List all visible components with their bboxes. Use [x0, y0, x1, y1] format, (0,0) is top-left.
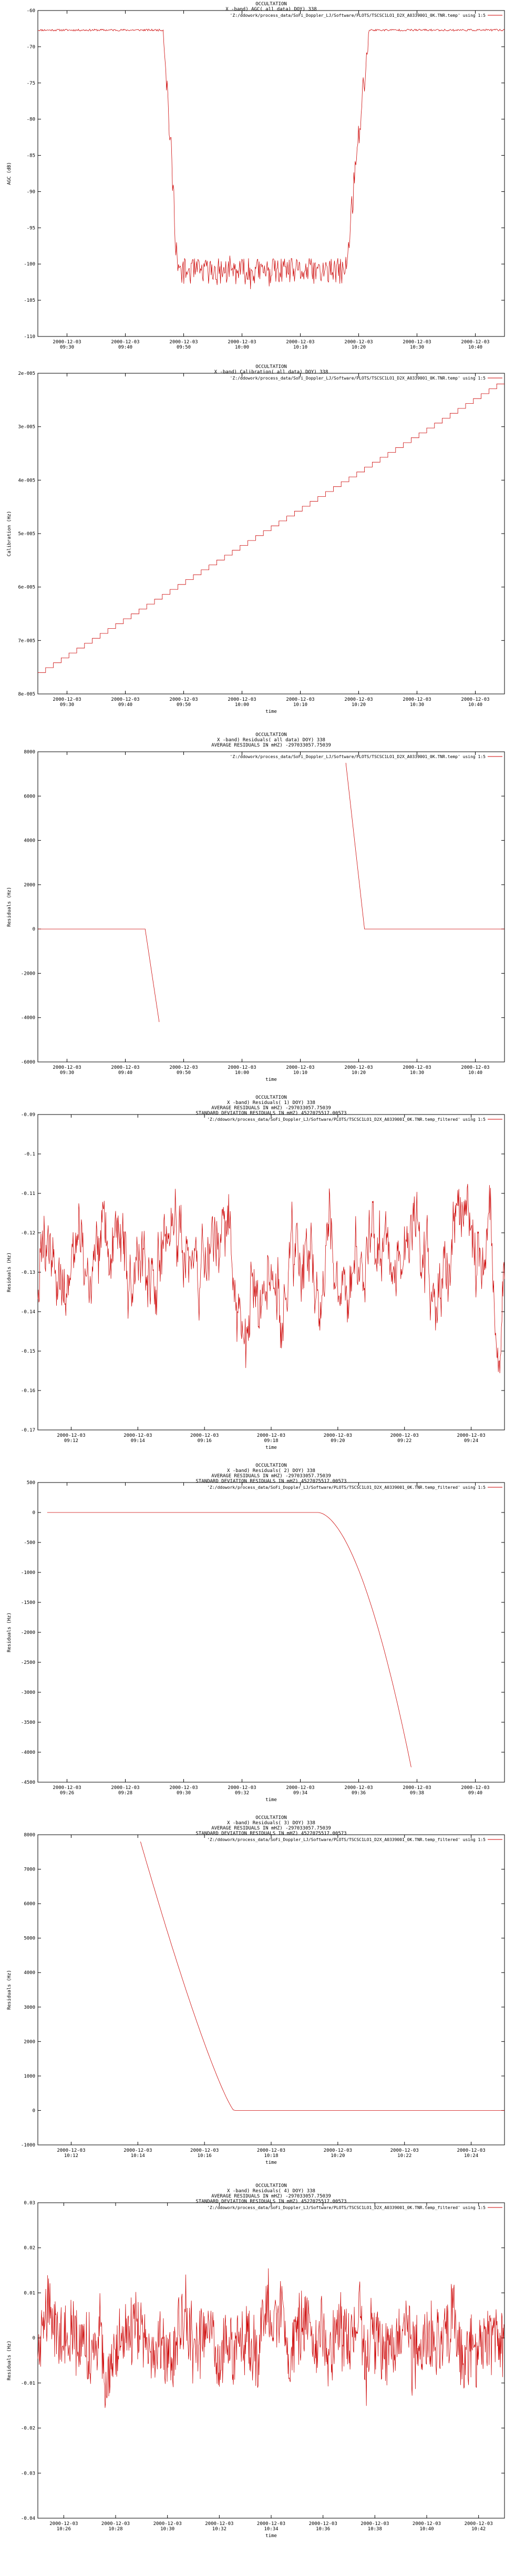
y-axis-label: Calibration (Hz): [7, 510, 12, 557]
x-axis-label: time: [265, 709, 277, 714]
x-tick-label: 2000-12-03: [169, 1065, 198, 1070]
x-tick-label: 10:40: [419, 2527, 434, 2532]
legend-label: 'Z:/ddowork/process_data/SoFi_Doppler_LJ/Software/PLOTS/TSCSC1LO1_D2X_A0339001_0K.TNR.temp_filtered' using 1:5: [207, 1117, 486, 1122]
chart-subtitle: X -band) Residuals( 4) DOY) 338: [227, 2189, 315, 2194]
x-tick-label: 10:14: [130, 2153, 145, 2159]
x-tick-label: 10:20: [351, 1070, 366, 1076]
x-tick-label: 10:20: [351, 345, 366, 350]
x-tick-label: 09:50: [176, 702, 191, 708]
x-tick-label: 09:12: [64, 1438, 78, 1444]
y-tick-label: 5e-005: [18, 531, 35, 537]
y-tick-label: -0.03: [20, 2471, 35, 2477]
x-tick-label: 10:30: [409, 702, 425, 708]
x-tick-label: 09:26: [59, 1791, 75, 1796]
y-tick-label: 2e-005: [18, 371, 35, 376]
x-tick-label: 09:36: [351, 1791, 366, 1796]
x-tick-label: 09:34: [293, 1791, 308, 1796]
chart-subtitle: STANDARD DEVIATION RESIDUALS IN mHZ) 4527075517.00573: [195, 1831, 347, 1836]
x-tick-label: 2000-12-03: [323, 1433, 352, 1438]
y-tick-label: -0.16: [20, 1388, 35, 1394]
x-tick-label: 2000-12-03: [403, 697, 431, 702]
x-tick-label: 10:40: [468, 702, 483, 708]
x-tick-label: 10:20: [351, 702, 366, 708]
y-tick-label: -4000: [20, 1750, 35, 1755]
chart-subtitle: STANDARD DEVIATION RESIDUALS IN mHZ) 4527075517.00573: [195, 2199, 347, 2204]
x-tick-label: 2000-12-03: [403, 1065, 431, 1070]
legend-label: 'Z:/ddowork/process_data/SoFi_Doppler_LJ/Software/PLOTS/TSCSC1LO1_D2X_A0339001_0K.TNR.temp' using 1:5: [230, 754, 486, 759]
x-tick-label: 2000-12-03: [169, 697, 198, 702]
x-axis-label: time: [265, 2160, 277, 2165]
y-axis-label: AGC (dB): [7, 162, 12, 185]
y-tick-label: -105: [24, 298, 35, 304]
plot-frame: [38, 1483, 504, 1782]
x-tick-label: 2000-12-03: [53, 340, 81, 345]
x-tick-label: 2000-12-03: [228, 1065, 256, 1070]
y-tick-label: 0.03: [24, 2201, 35, 2206]
x-tick-label: 2000-12-03: [53, 1065, 81, 1070]
x-tick-label: 2000-12-03: [457, 1433, 486, 1438]
y-axis-label: Residuals (Hz): [7, 887, 12, 927]
y-tick-label: 2000: [24, 882, 35, 888]
legend-label: 'Z:/ddowork/process_data/SoFi_Doppler_LJ/Software/PLOTS/TSCSC1LO1_D2X_A0339001_0K.TNR.temp_filtered' using 1:5: [207, 1837, 486, 1842]
x-tick-label: 09:32: [234, 1791, 250, 1796]
y-tick-label: 500: [26, 1480, 35, 1486]
y-tick-label: -0.15: [20, 1349, 35, 1354]
x-tick-label: 2000-12-03: [360, 2521, 389, 2527]
plot-frame: [38, 11, 504, 336]
y-tick-label: 0: [32, 2108, 35, 2114]
x-axis-label: time: [265, 1797, 277, 1803]
y-tick-label: 4000: [24, 1970, 35, 1976]
x-tick-label: 2000-12-03: [111, 1065, 140, 1070]
y-tick-label: -75: [26, 80, 35, 86]
x-tick-label: 2000-12-03: [344, 697, 373, 702]
y-axis-label: Residuals (Hz): [7, 1252, 12, 1292]
y-tick-label: 5000: [24, 1936, 35, 1941]
y-tick-label: 0: [32, 2336, 35, 2342]
y-tick-label: -100: [24, 262, 35, 268]
chart-7: [7, 2183, 504, 2539]
y-tick-label: -0.12: [20, 1231, 35, 1236]
y-tick-label: -6000: [20, 1060, 35, 1065]
x-tick-label: 2000-12-03: [461, 1785, 490, 1791]
y-tick-label: -2000: [20, 1630, 35, 1635]
x-tick-label: 09:16: [197, 1438, 212, 1444]
y-axis-label: Residuals (Hz): [7, 1970, 12, 2010]
x-tick-label: 2000-12-03: [49, 2521, 78, 2527]
y-tick-label: -500: [24, 1540, 35, 1546]
x-tick-label: 10:10: [293, 345, 308, 350]
x-tick-label: 2000-12-03: [111, 340, 140, 345]
x-tick-label: 10:38: [367, 2527, 382, 2532]
x-tick-label: 10:42: [471, 2527, 486, 2532]
y-tick-label: -0.04: [20, 2516, 35, 2521]
chart-title: OCCULTATION: [255, 2, 287, 7]
chart-title: OCCULTATION: [255, 364, 287, 370]
y-tick-label: 7000: [24, 1867, 35, 1873]
x-tick-label: 2000-12-03: [461, 340, 490, 345]
y-axis-label: Residuals (Hz): [7, 1612, 12, 1652]
chart-1: [7, 2, 504, 350]
y-tick-label: -85: [26, 153, 35, 159]
x-tick-label: 09:30: [59, 1070, 75, 1076]
x-tick-label: 2000-12-03: [111, 1785, 140, 1791]
y-tick-label: -3000: [20, 1690, 35, 1695]
x-tick-label: 2000-12-03: [53, 697, 81, 702]
chart-subtitle: AVERAGE RESIDUALS IN mHZ) -297033057.75039: [211, 2194, 331, 2199]
y-tick-label: -90: [26, 189, 35, 195]
plot-frame: [38, 1835, 504, 2145]
chart-6: [7, 1815, 504, 2165]
x-tick-label: 2000-12-03: [101, 2521, 130, 2527]
y-tick-label: -2000: [20, 971, 35, 977]
legend-label: 'Z:/ddowork/process_data/SoFi_Doppler_LJ/Software/PLOTS/TSCSC1LO1_D2X_A0339001_0K.TNR.temp' using 1:5: [230, 13, 486, 18]
series-line: [38, 1184, 504, 1373]
chart-title: OCCULTATION: [255, 1095, 287, 1100]
x-tick-label: 10:22: [397, 2153, 412, 2159]
series-line: [38, 29, 504, 289]
chart-5: [7, 1463, 504, 1803]
y-tick-label: -0.1: [24, 1152, 35, 1157]
x-tick-label: 2000-12-03: [461, 697, 490, 702]
x-tick-label: 10:40: [468, 345, 483, 350]
series-line: [38, 2268, 504, 2408]
chart-subtitle: X -band) Residuals( 1) DOY) 338: [227, 1100, 315, 1106]
x-tick-label: 2000-12-03: [169, 1785, 198, 1791]
y-tick-label: -3500: [20, 1720, 35, 1725]
y-tick-label: 3e-005: [18, 424, 35, 430]
x-tick-label: 10:16: [197, 2153, 212, 2159]
y-tick-label: -0.14: [20, 1310, 35, 1315]
x-tick-label: 2000-12-03: [228, 1785, 256, 1791]
x-tick-label: 2000-12-03: [390, 2148, 419, 2153]
y-tick-label: -60: [26, 8, 35, 14]
y-tick-label: -1000: [20, 2143, 35, 2148]
x-tick-label: 2000-12-03: [190, 2148, 219, 2153]
chart-subtitle: X -band) Calibration( all data) DOY) 338: [214, 370, 328, 375]
legend-label: 'Z:/ddowork/process_data/SoFi_Doppler_LJ/Software/PLOTS/TSCSC1LO1_D2X_A0339001_0K.TNR.temp_filtered' using 1:5: [207, 2205, 486, 2210]
y-tick-label: -0.02: [20, 2426, 35, 2431]
x-tick-label: 10:30: [409, 1070, 425, 1076]
legend-label: 'Z:/ddowork/process_data/SoFi_Doppler_LJ/Software/PLOTS/TSCSC1LO1_D2X_A0339001_0K.TNR.temp' using 1:5: [230, 376, 486, 381]
x-tick-label: 09:50: [176, 345, 191, 350]
x-tick-label: 2000-12-03: [464, 2521, 493, 2527]
x-tick-label: 10:30: [409, 345, 425, 350]
x-tick-label: 2000-12-03: [53, 1785, 81, 1791]
x-tick-label: 09:22: [397, 1438, 412, 1444]
x-tick-label: 09:18: [264, 1438, 279, 1444]
x-tick-label: 2000-12-03: [123, 1433, 152, 1438]
x-tick-label: 2000-12-03: [57, 1433, 86, 1438]
y-tick-label: -4500: [20, 1780, 35, 1785]
y-tick-label: 4000: [24, 838, 35, 844]
chart-subtitle: STANDARD DEVIATION RESIDUALS IN mHZ) 4527075517.00573: [195, 1479, 347, 1484]
x-tick-label: 2000-12-03: [256, 2521, 286, 2527]
legend-label: 'Z:/ddowork/process_data/SoFi_Doppler_LJ/Software/PLOTS/TSCSC1LO1_D2X_A0339001_0K.TNR.temp_filtered' using 1:5: [207, 1485, 486, 1490]
x-tick-label: 2000-12-03: [123, 2148, 152, 2153]
y-tick-label: -1000: [20, 1570, 35, 1576]
x-tick-label: 10:00: [234, 702, 250, 708]
y-axis-label: Residuals (Hz): [7, 2340, 12, 2380]
x-tick-label: 10:36: [316, 2527, 331, 2532]
y-tick-label: -110: [24, 334, 35, 340]
x-tick-label: 10:34: [264, 2527, 279, 2532]
y-tick-label: -0.13: [20, 1270, 35, 1275]
series-line: [346, 763, 504, 929]
x-tick-label: 2000-12-03: [457, 2148, 486, 2153]
x-tick-label: 09:40: [118, 702, 133, 708]
x-tick-label: 10:00: [234, 1070, 250, 1076]
chart-subtitle: AVERAGE RESIDUALS IN mHZ) -297033057.75039: [211, 1826, 331, 1831]
y-tick-label: 6000: [24, 794, 35, 800]
x-tick-label: 2000-12-03: [344, 340, 373, 345]
y-tick-label: 6e-005: [18, 585, 35, 590]
x-tick-label: 10:18: [264, 2153, 279, 2159]
y-tick-label: 2000: [24, 2039, 35, 2045]
chart-subtitle: X -band) Residuals( all data) DOY) 338: [217, 738, 325, 743]
y-tick-label: 8000: [24, 1833, 35, 1838]
y-tick-label: -0.09: [20, 1112, 35, 1118]
x-tick-label: 2000-12-03: [344, 1065, 373, 1070]
x-tick-label: 09:30: [59, 345, 75, 350]
x-tick-label: 10:00: [234, 345, 250, 350]
y-tick-label: -70: [26, 44, 35, 50]
chart-3: [7, 732, 504, 1082]
x-tick-label: 09:24: [464, 1438, 479, 1444]
chart-title: OCCULTATION: [255, 732, 287, 738]
plot-frame: [38, 752, 504, 1062]
chart-subtitle: AVERAGE RESIDUALS IN mHZ) -297033057.75039: [211, 1106, 331, 1111]
x-tick-label: 2000-12-03: [286, 340, 315, 345]
y-tick-label: 7e-005: [18, 638, 35, 644]
x-tick-label: 10:24: [464, 2153, 479, 2159]
y-tick-label: 3000: [24, 2005, 35, 2010]
x-tick-label: 10:28: [108, 2527, 123, 2532]
x-axis-label: time: [265, 1077, 277, 1082]
x-tick-label: 09:28: [118, 1791, 133, 1796]
x-tick-label: 2000-12-03: [153, 2521, 182, 2527]
chart-title: OCCULTATION: [255, 1815, 287, 1821]
y-tick-label: -0.01: [20, 2380, 35, 2386]
x-tick-label: 2000-12-03: [403, 340, 431, 345]
chart-2: [7, 364, 504, 714]
x-tick-label: 09:40: [468, 1791, 483, 1796]
x-tick-label: 2000-12-03: [256, 1433, 286, 1438]
chart-subtitle: X -band) AGC( all data) DOY) 338: [225, 7, 317, 12]
y-tick-label: 6000: [24, 1902, 35, 1907]
y-tick-label: 0.02: [24, 2245, 35, 2251]
x-tick-label: 10:30: [160, 2527, 175, 2532]
chart-title: OCCULTATION: [255, 2183, 287, 2189]
x-tick-label: 09:40: [118, 345, 133, 350]
y-tick-label: -80: [26, 117, 35, 122]
x-tick-label: 2000-12-03: [323, 2148, 352, 2153]
x-tick-label: 09:30: [176, 1791, 191, 1796]
x-tick-label: 2000-12-03: [286, 1785, 315, 1791]
x-axis-label: time: [265, 1445, 277, 1450]
series-line: [47, 1512, 411, 1767]
chart-subtitle: AVERAGE RESIDUALS IN mHZ) -297033057.75039: [211, 1474, 331, 1479]
x-tick-label: 09:30: [59, 702, 75, 708]
x-tick-label: 2000-12-03: [286, 697, 315, 702]
y-tick-label: 4e-005: [18, 478, 35, 484]
x-tick-label: 09:40: [118, 1070, 133, 1076]
x-tick-label: 2000-12-03: [169, 340, 198, 345]
x-tick-label: 2000-12-03: [57, 2148, 86, 2153]
x-tick-label: 2000-12-03: [390, 1433, 419, 1438]
x-tick-label: 09:14: [130, 1438, 145, 1444]
chart-4: [7, 1095, 504, 1450]
y-tick-label: -0.11: [20, 1191, 35, 1197]
x-tick-label: 10:32: [212, 2527, 226, 2532]
series-line: [38, 384, 504, 672]
y-tick-label: -0.17: [20, 1428, 35, 1433]
chart-subtitle: X -band) Residuals( 2) DOY) 338: [227, 1468, 315, 1474]
y-tick-label: -4000: [20, 1015, 35, 1021]
x-tick-label: 2000-12-03: [403, 1785, 431, 1791]
x-tick-label: 2000-12-03: [344, 1785, 373, 1791]
y-tick-label: 8e-005: [18, 692, 35, 697]
chart-subtitle: STANDARD DEVIATION RESIDUALS IN mHZ) 4527075517.00573: [195, 1111, 347, 1116]
y-tick-label: 0: [32, 1510, 35, 1516]
x-tick-label: 09:50: [176, 1070, 191, 1076]
x-tick-label: 10:40: [468, 1070, 483, 1076]
x-tick-label: 2000-12-03: [286, 1065, 315, 1070]
x-tick-label: 2000-12-03: [461, 1065, 490, 1070]
y-tick-label: 8000: [24, 750, 35, 755]
x-tick-label: 09:20: [331, 1438, 345, 1444]
x-tick-label: 2000-12-03: [308, 2521, 337, 2527]
x-tick-label: 2000-12-03: [228, 340, 256, 345]
x-tick-label: 2000-12-03: [111, 697, 140, 702]
series-line: [140, 1842, 504, 2110]
series-line: [38, 929, 159, 1022]
x-tick-label: 2000-12-03: [190, 1433, 219, 1438]
x-axis-label: time: [265, 2533, 277, 2539]
y-tick-label: -95: [26, 226, 35, 231]
y-tick-label: -2500: [20, 1660, 35, 1665]
y-tick-label: 0.01: [24, 2291, 35, 2296]
y-tick-label: 0: [32, 927, 35, 933]
x-tick-label: 09:38: [409, 1791, 425, 1796]
x-tick-label: 2000-12-03: [256, 2148, 286, 2153]
x-tick-label: 10:26: [56, 2527, 71, 2532]
chart-title: OCCULTATION: [255, 1463, 287, 1468]
x-tick-label: 10:12: [64, 2153, 78, 2159]
plot-frame: [38, 373, 504, 694]
x-tick-label: 10:10: [293, 1070, 308, 1076]
x-tick-label: 10:10: [293, 702, 308, 708]
chart-subtitle: AVERAGE RESIDUALS IN mHZ) -297033057.75039: [211, 743, 331, 748]
x-tick-label: 2000-12-03: [412, 2521, 441, 2527]
chart-subtitle: X -band) Residuals( 3) DOY) 338: [227, 1821, 315, 1826]
x-tick-label: 10:20: [331, 2153, 345, 2159]
x-tick-label: 2000-12-03: [228, 697, 256, 702]
y-tick-label: -1500: [20, 1600, 35, 1606]
x-tick-label: 2000-12-03: [205, 2521, 234, 2527]
y-tick-label: 1000: [24, 2073, 35, 2079]
